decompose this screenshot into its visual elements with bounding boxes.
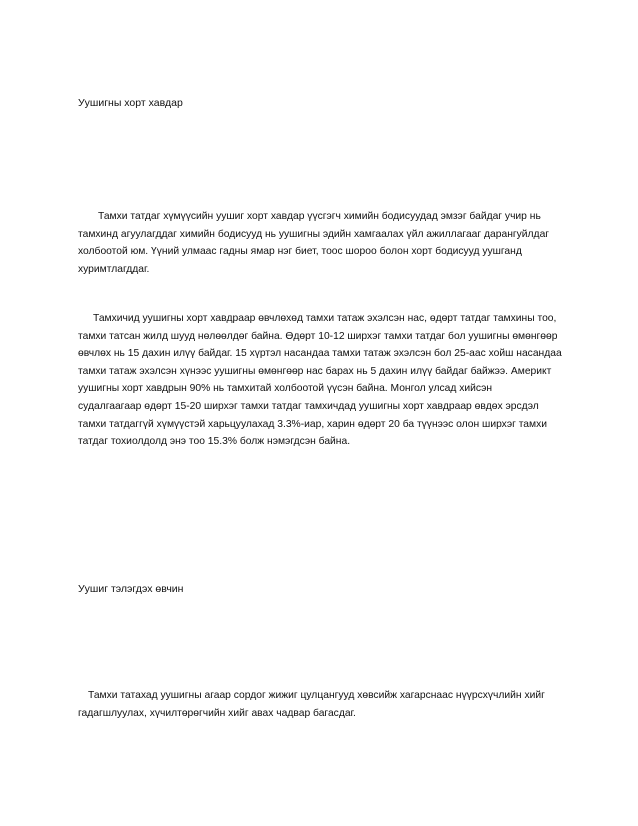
section-heading-lung-cancer: Уушигны хорт хавдар	[78, 97, 183, 109]
paragraph-lung-cancer-intro	[78, 208, 568, 278]
paragraph-line: тамхи татсан жилд шууд нөлөөлдөг байна. Өдөрт 10-12 ширхэг тамхи татдаг бол уушигны өмөнгөөр	[78, 330, 558, 342]
paragraph-line: өвчлөх нь 15 дахин илүү байдаг. 15 хүртэл насандаа тамхи татаж эхэлсэн бол 25-аас хойш насандаа	[78, 348, 562, 360]
paragraph-line: хуримтлагддаг.	[78, 263, 150, 275]
paragraph-line: судалгаагаар өдөрт 15-20 ширхэг тамхи татдаг тамхичдад уушигны хорт хавдраар өвдөх эрсдэл	[78, 400, 539, 412]
paragraph-line: Тамхи татдаг хүмүүсийн уушиг хорт хавдар үүсгэгч химийн бодисуудад эмзэг байдаг учир нь	[98, 211, 541, 222]
paragraph-line: тамхинд агуулагддаг химийн бодисууд нь уушигны эдийн хамгаалах үйл ажиллагааг дарангуйлдаг	[78, 228, 550, 240]
paragraph-line: гадагшлуулах, хүчилтөрөгчийн хийг авах чадвар багасдаг.	[78, 707, 356, 719]
paragraph-line: холбоотой юм. Үүний улмаас гадны ямар нэг биет, тоос шороо болон хорт бодисууд уушганд	[78, 246, 522, 258]
paragraph-line: тамхи татаж эхэлсэн хүнээс уушигны өмөнгөөр нас барах нь 5 дахин илүү байдаг байжээ. Америкт	[78, 365, 552, 377]
paragraph-emphysema	[78, 687, 568, 722]
section-heading-emphysema: Уушиг тэлэгдэх өвчин	[78, 583, 184, 595]
paragraph-line: Тамхи татахад уушигны агаар сордог жижиг цулцангууд хөвсийж хагарснаас нүүрсхүчлийн хийг	[88, 690, 545, 701]
paragraph-line: Тамхичид уушигны хорт хавдраар өвчлөхөд тамхи татаж эхэлсэн нас, өдөрт татдаг тамхины тоо,	[93, 313, 557, 324]
paragraph-line: уушигны хорт хавдрын 90% нь тамхитай холбоотой үүсэн байна. Монгол улсад хийсэн	[78, 383, 493, 395]
paragraph-line: татдаг тохиолдолд энэ тоо 15.3% болж нэмэгдсэн байна.	[78, 436, 351, 448]
paragraph-line: тамхи татдаггүй хүмүүстэй харьцуулахад 3.3%-иар, харин өдөрт 20 ба түүнээс олон ширхэг тамхи	[78, 418, 548, 430]
paragraph-lung-cancer-statistics	[78, 310, 568, 451]
